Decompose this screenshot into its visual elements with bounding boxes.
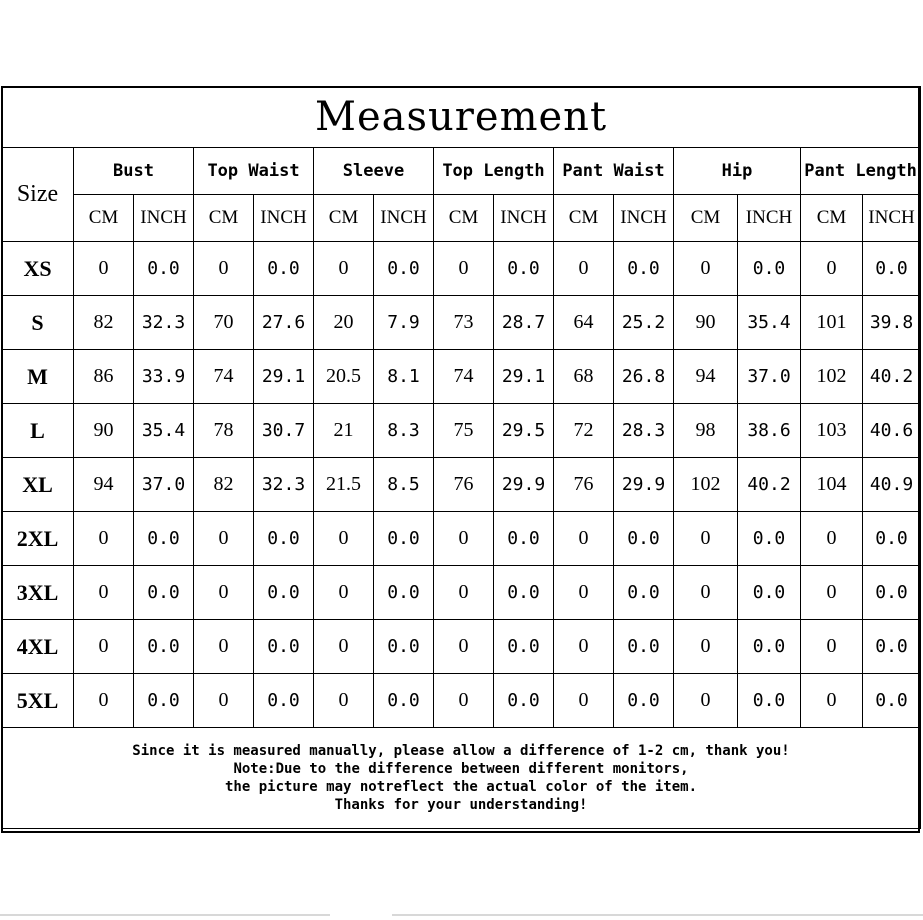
unit-header-cm: CM bbox=[801, 195, 863, 242]
cm-value-cell: 20.5 bbox=[314, 350, 374, 404]
group-header: Top Waist bbox=[194, 148, 314, 195]
note-line: Since it is measured manually, please allow a difference of 1-2 cm, thank you! bbox=[132, 743, 790, 759]
cm-value-cell: 74 bbox=[194, 350, 254, 404]
unit-header-cm: CM bbox=[434, 195, 494, 242]
cm-value-cell: 0 bbox=[434, 620, 494, 674]
size-cell: 2XL bbox=[2, 512, 74, 566]
inch-value-cell: 0.0 bbox=[374, 566, 434, 620]
inch-value-cell: 0.0 bbox=[254, 512, 314, 566]
cm-value-cell: 103 bbox=[801, 404, 863, 458]
inch-value-cell: 0.0 bbox=[254, 566, 314, 620]
cm-value-cell: 0 bbox=[434, 674, 494, 728]
cm-value-cell: 0 bbox=[801, 620, 863, 674]
inch-value-cell: 0.0 bbox=[494, 242, 554, 296]
unit-header-inch: INCH bbox=[374, 195, 434, 242]
size-cell: 4XL bbox=[2, 620, 74, 674]
inch-value-cell: 0.0 bbox=[374, 512, 434, 566]
cm-value-cell: 0 bbox=[74, 620, 134, 674]
inch-value-cell: 0.0 bbox=[134, 620, 194, 674]
cm-value-cell: 0 bbox=[801, 674, 863, 728]
inch-value-cell: 8.5 bbox=[374, 458, 434, 512]
group-header: Top Length bbox=[434, 148, 554, 195]
inch-value-cell: 0.0 bbox=[614, 242, 674, 296]
cm-value-cell: 68 bbox=[554, 350, 614, 404]
inch-value-cell: 0.0 bbox=[614, 512, 674, 566]
cm-value-cell: 0 bbox=[554, 566, 614, 620]
cm-value-cell: 0 bbox=[434, 512, 494, 566]
note-line: Thanks for your understanding! bbox=[334, 797, 588, 813]
table-row bbox=[2, 404, 921, 458]
table-row bbox=[2, 458, 921, 512]
inch-value-cell: 30.7 bbox=[254, 404, 314, 458]
size-cell: 3XL bbox=[2, 566, 74, 620]
cm-value-cell: 0 bbox=[74, 674, 134, 728]
cm-value-cell: 76 bbox=[434, 458, 494, 512]
inch-value-cell: 0.0 bbox=[494, 566, 554, 620]
table-row bbox=[2, 296, 921, 350]
size-cell: M bbox=[2, 350, 74, 404]
inch-value-cell: 33.9 bbox=[134, 350, 194, 404]
unit-header-inch: INCH bbox=[863, 195, 921, 242]
cm-value-cell: 0 bbox=[554, 620, 614, 674]
cm-value-cell: 0 bbox=[314, 674, 374, 728]
cm-value-cell: 0 bbox=[674, 566, 738, 620]
size-cell: 5XL bbox=[2, 674, 74, 728]
inch-value-cell: 0.0 bbox=[738, 674, 801, 728]
cm-value-cell: 0 bbox=[674, 674, 738, 728]
inch-value-cell: 40.2 bbox=[863, 350, 921, 404]
cm-value-cell: 0 bbox=[314, 512, 374, 566]
inch-value-cell: 28.3 bbox=[614, 404, 674, 458]
table-row bbox=[2, 566, 921, 620]
inch-value-cell: 0.0 bbox=[374, 242, 434, 296]
inch-value-cell: 0.0 bbox=[738, 620, 801, 674]
note-line: Note:Due to the difference between different monitors, bbox=[233, 761, 689, 777]
divider bbox=[392, 914, 923, 916]
table-row bbox=[2, 620, 921, 674]
cm-value-cell: 0 bbox=[314, 620, 374, 674]
inch-value-cell: 25.2 bbox=[614, 296, 674, 350]
inch-value-cell: 0.0 bbox=[863, 242, 921, 296]
inch-value-cell: 0.0 bbox=[614, 566, 674, 620]
inch-value-cell: 39.8 bbox=[863, 296, 921, 350]
cm-value-cell: 0 bbox=[554, 242, 614, 296]
size-cell: XS bbox=[2, 242, 74, 296]
inch-value-cell: 0.0 bbox=[614, 620, 674, 674]
table-title: Measurement bbox=[2, 87, 921, 148]
cm-value-cell: 98 bbox=[674, 404, 738, 458]
inch-value-cell: 0.0 bbox=[134, 566, 194, 620]
cm-value-cell: 73 bbox=[434, 296, 494, 350]
cm-value-cell: 21.5 bbox=[314, 458, 374, 512]
cm-value-cell: 0 bbox=[674, 620, 738, 674]
inch-value-cell: 40.9 bbox=[863, 458, 921, 512]
unit-header-cm: CM bbox=[194, 195, 254, 242]
cm-value-cell: 0 bbox=[801, 242, 863, 296]
table-row bbox=[2, 674, 921, 728]
cm-value-cell: 0 bbox=[554, 512, 614, 566]
unit-header-inch: INCH bbox=[254, 195, 314, 242]
inch-value-cell: 0.0 bbox=[738, 566, 801, 620]
cm-value-cell: 90 bbox=[674, 296, 738, 350]
cm-value-cell: 0 bbox=[194, 566, 254, 620]
inch-value-cell: 0.0 bbox=[863, 566, 921, 620]
inch-value-cell: 26.8 bbox=[614, 350, 674, 404]
cm-value-cell: 70 bbox=[194, 296, 254, 350]
group-header: Pant Waist bbox=[554, 148, 674, 195]
cm-value-cell: 0 bbox=[434, 566, 494, 620]
inch-value-cell: 37.0 bbox=[738, 350, 801, 404]
inch-value-cell: 35.4 bbox=[738, 296, 801, 350]
cm-value-cell: 0 bbox=[194, 242, 254, 296]
inch-value-cell: 0.0 bbox=[374, 674, 434, 728]
cm-value-cell: 0 bbox=[674, 242, 738, 296]
table-row bbox=[2, 512, 921, 566]
cm-value-cell: 75 bbox=[434, 404, 494, 458]
inch-value-cell: 7.9 bbox=[374, 296, 434, 350]
inch-value-cell: 38.6 bbox=[738, 404, 801, 458]
inch-value-cell: 29.9 bbox=[614, 458, 674, 512]
inch-value-cell: 8.1 bbox=[374, 350, 434, 404]
size-cell: L bbox=[2, 404, 74, 458]
cm-value-cell: 86 bbox=[74, 350, 134, 404]
cm-value-cell: 76 bbox=[554, 458, 614, 512]
inch-value-cell: 0.0 bbox=[494, 512, 554, 566]
cm-value-cell: 0 bbox=[801, 512, 863, 566]
cm-value-cell: 0 bbox=[674, 512, 738, 566]
group-header: Sleeve bbox=[314, 148, 434, 195]
cm-value-cell: 0 bbox=[434, 242, 494, 296]
inch-value-cell: 0.0 bbox=[254, 674, 314, 728]
cm-value-cell: 94 bbox=[74, 458, 134, 512]
inch-value-cell: 32.3 bbox=[254, 458, 314, 512]
notes-block bbox=[2, 728, 921, 829]
measurement-chart bbox=[1, 86, 920, 833]
inch-value-cell: 0.0 bbox=[614, 674, 674, 728]
cm-value-cell: 0 bbox=[554, 674, 614, 728]
cm-value-cell: 82 bbox=[194, 458, 254, 512]
unit-header-cm: CM bbox=[674, 195, 738, 242]
unit-header-inch: INCH bbox=[738, 195, 801, 242]
cm-value-cell: 0 bbox=[74, 512, 134, 566]
unit-header-inch: INCH bbox=[614, 195, 674, 242]
inch-value-cell: 0.0 bbox=[254, 242, 314, 296]
inch-value-cell: 0.0 bbox=[863, 674, 921, 728]
cm-value-cell: 90 bbox=[74, 404, 134, 458]
cm-value-cell: 0 bbox=[74, 242, 134, 296]
unit-header-cm: CM bbox=[314, 195, 374, 242]
unit-header-inch: INCH bbox=[134, 195, 194, 242]
size-cell: S bbox=[2, 296, 74, 350]
inch-value-cell: 29.1 bbox=[254, 350, 314, 404]
inch-value-cell: 27.6 bbox=[254, 296, 314, 350]
inch-value-cell: 40.6 bbox=[863, 404, 921, 458]
cm-value-cell: 20 bbox=[314, 296, 374, 350]
cm-value-cell: 0 bbox=[194, 674, 254, 728]
cm-value-cell: 104 bbox=[801, 458, 863, 512]
note-line: the picture may notreflect the actual color of the item. bbox=[225, 779, 698, 795]
cm-value-cell: 21 bbox=[314, 404, 374, 458]
cm-value-cell: 102 bbox=[801, 350, 863, 404]
inch-value-cell: 40.2 bbox=[738, 458, 801, 512]
inch-value-cell: 0.0 bbox=[738, 242, 801, 296]
cm-value-cell: 0 bbox=[314, 566, 374, 620]
inch-value-cell: 0.0 bbox=[494, 674, 554, 728]
cm-value-cell: 102 bbox=[674, 458, 738, 512]
inch-value-cell: 0.0 bbox=[863, 512, 921, 566]
inch-value-cell: 35.4 bbox=[134, 404, 194, 458]
size-cell: XL bbox=[2, 458, 74, 512]
cm-value-cell: 0 bbox=[74, 566, 134, 620]
inch-value-cell: 37.0 bbox=[134, 458, 194, 512]
inch-value-cell: 29.1 bbox=[494, 350, 554, 404]
group-header: Bust bbox=[74, 148, 194, 195]
inch-value-cell: 29.5 bbox=[494, 404, 554, 458]
group-header: Hip bbox=[674, 148, 801, 195]
inch-value-cell: 0.0 bbox=[254, 620, 314, 674]
size-table bbox=[1, 86, 921, 829]
inch-value-cell: 0.0 bbox=[374, 620, 434, 674]
cm-value-cell: 74 bbox=[434, 350, 494, 404]
group-header: Pant Length bbox=[801, 148, 921, 195]
cm-value-cell: 64 bbox=[554, 296, 614, 350]
cm-value-cell: 82 bbox=[74, 296, 134, 350]
unit-header-inch: INCH bbox=[494, 195, 554, 242]
inch-value-cell: 28.7 bbox=[494, 296, 554, 350]
cm-value-cell: 0 bbox=[314, 242, 374, 296]
inch-value-cell: 0.0 bbox=[134, 674, 194, 728]
unit-header-cm: CM bbox=[74, 195, 134, 242]
inch-value-cell: 29.9 bbox=[494, 458, 554, 512]
inch-value-cell: 0.0 bbox=[863, 620, 921, 674]
cm-value-cell: 78 bbox=[194, 404, 254, 458]
cm-value-cell: 0 bbox=[801, 566, 863, 620]
cm-value-cell: 0 bbox=[194, 512, 254, 566]
divider bbox=[0, 914, 330, 916]
cm-value-cell: 101 bbox=[801, 296, 863, 350]
inch-value-cell: 32.3 bbox=[134, 296, 194, 350]
cm-value-cell: 0 bbox=[194, 620, 254, 674]
inch-value-cell: 0.0 bbox=[494, 620, 554, 674]
table-row bbox=[2, 350, 921, 404]
cm-value-cell: 94 bbox=[674, 350, 738, 404]
inch-value-cell: 0.0 bbox=[738, 512, 801, 566]
cm-value-cell: 72 bbox=[554, 404, 614, 458]
inch-value-cell: 0.0 bbox=[134, 242, 194, 296]
inch-value-cell: 0.0 bbox=[134, 512, 194, 566]
size-column-header: Size bbox=[2, 148, 74, 242]
unit-header-cm: CM bbox=[554, 195, 614, 242]
inch-value-cell: 8.3 bbox=[374, 404, 434, 458]
table-row bbox=[2, 242, 921, 296]
